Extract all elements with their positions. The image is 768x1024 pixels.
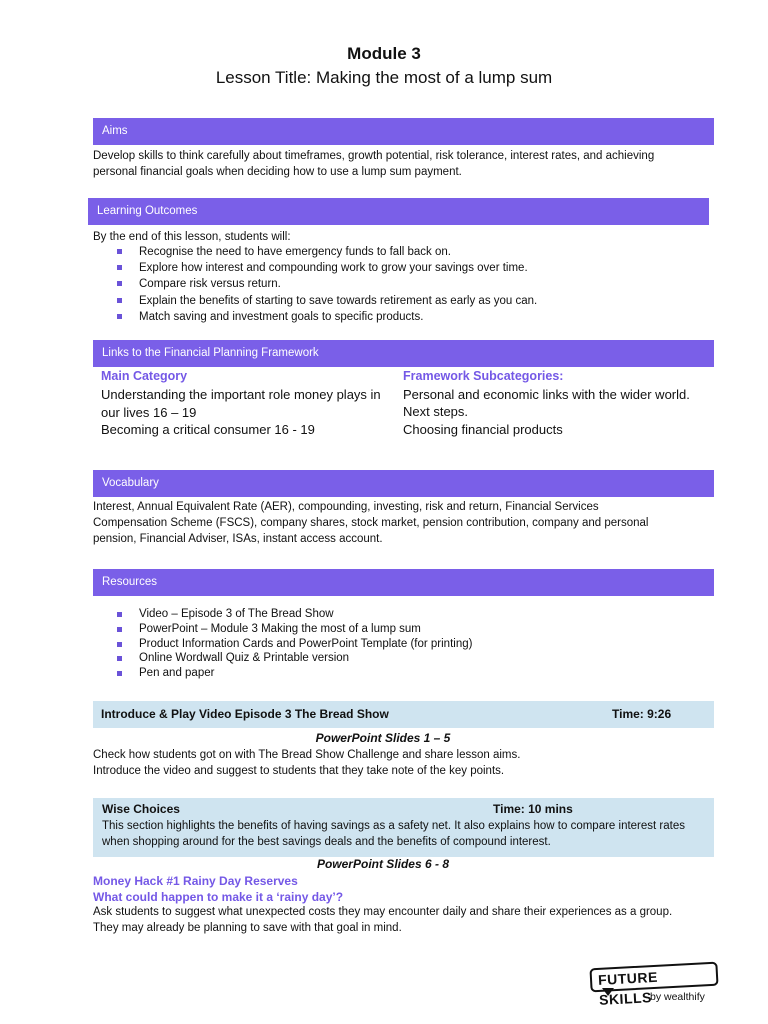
list-item: Match saving and investment goals to specific products. [93, 309, 713, 325]
vocabulary-text: Interest, Annual Equivalent Rate (AER), compounding, investing, risk and return, Financial Services Compensation Scheme (FSCS), company shares, stock market, pension contribution, company and personal pension, Financial Adviser, ISAs, instant access account. [93, 501, 649, 545]
money-hack-text: Ask students to suggest what unexpected costs they may encounter daily and share their experiences as a group. They may already be planning to save with that goal in mind. [93, 906, 673, 934]
main-category-item: Understanding the important role money plays in our lives 16 – 19 [101, 387, 381, 420]
list-item: PowerPoint – Module 3 Making the most of a lump sum [93, 622, 713, 637]
slides-label: PowerPoint Slides 6 - 8 [316, 857, 450, 871]
list-item: Explore how interest and compounding work to grow your savings over time. [93, 260, 713, 276]
video-section-header [93, 701, 714, 728]
lesson-title: Lesson Title: Making the most of a lump sum [215, 68, 553, 87]
wise-choices-text: This section highlights the benefits of having savings as a safety net. It also explains how to compare interest rates when shopping around for the best savings deals and the benefits of compound interest. [102, 820, 685, 848]
slides-label: PowerPoint Slides 1 – 5 [315, 731, 451, 745]
module-heading: Module 3 [347, 44, 421, 63]
outcomes-intro: By the end of this lesson, students will: [93, 231, 291, 243]
subcategory-item: Choosing financial products [403, 422, 563, 437]
video-line-2: Introduce the video and suggest to students that they take note of the key points. [93, 765, 505, 777]
outcomes-list [93, 244, 713, 325]
future-skills-logo [588, 963, 718, 1008]
resources-bar: Resources [93, 569, 714, 596]
money-hack-title: Money Hack #1 Rainy Day Reserves [93, 874, 298, 888]
list-item: Video – Episode 3 of The Bread Show [93, 607, 713, 622]
list-item: Explain the benefits of starting to save towards retirement as early as you can. [93, 293, 713, 309]
logo-byline: by wealthify [650, 991, 705, 1003]
vocabulary-bar: Vocabulary [93, 470, 714, 497]
speech-tail-icon [602, 988, 614, 996]
logo-wordmark: FUTURE SKILLS [589, 962, 718, 993]
wise-choices-box [93, 798, 714, 857]
resources-list [93, 607, 713, 681]
wise-choices-title: Wise Choices [102, 802, 180, 816]
subcategory-item: Next steps. [403, 404, 469, 419]
list-item: Recognise the need to have emergency funds to fall back on. [93, 244, 713, 260]
list-item: Product Information Cards and PowerPoint Template (for printing) [93, 637, 713, 652]
aims-bar: Aims [93, 118, 714, 145]
video-section-time: Time: 9:26 [612, 707, 672, 721]
video-section-title: Introduce & Play Video Episode 3 The Bread Show [101, 707, 389, 721]
main-category-item: Becoming a critical consumer 16 - 19 [101, 422, 315, 437]
main-category-heading: Main Category [101, 369, 188, 383]
framework-bar: Links to the Financial Planning Framework [93, 340, 714, 367]
list-item: Online Wordwall Quiz & Printable version [93, 651, 713, 666]
subcategory-item: Personal and economic links with the wider world. [403, 387, 690, 402]
wise-choices-time: Time: 10 mins [493, 802, 573, 816]
learning-outcomes-bar: Learning Outcomes [88, 198, 709, 225]
subcategories-heading: Framework Subcategories: [403, 369, 564, 383]
list-item: Compare risk versus return. [93, 276, 713, 292]
video-line-1: Check how students got on with The Bread Show Challenge and share lesson aims. [93, 749, 521, 761]
list-item: Pen and paper [93, 666, 713, 681]
money-hack-question: What could happen to make it a ‘rainy day’? [93, 890, 344, 904]
aims-text: Develop skills to think carefully about timeframes, growth potential, risk tolerance, interest rates, and achieving personal financial goals when deciding how to use a lump sum payment. [93, 150, 655, 178]
